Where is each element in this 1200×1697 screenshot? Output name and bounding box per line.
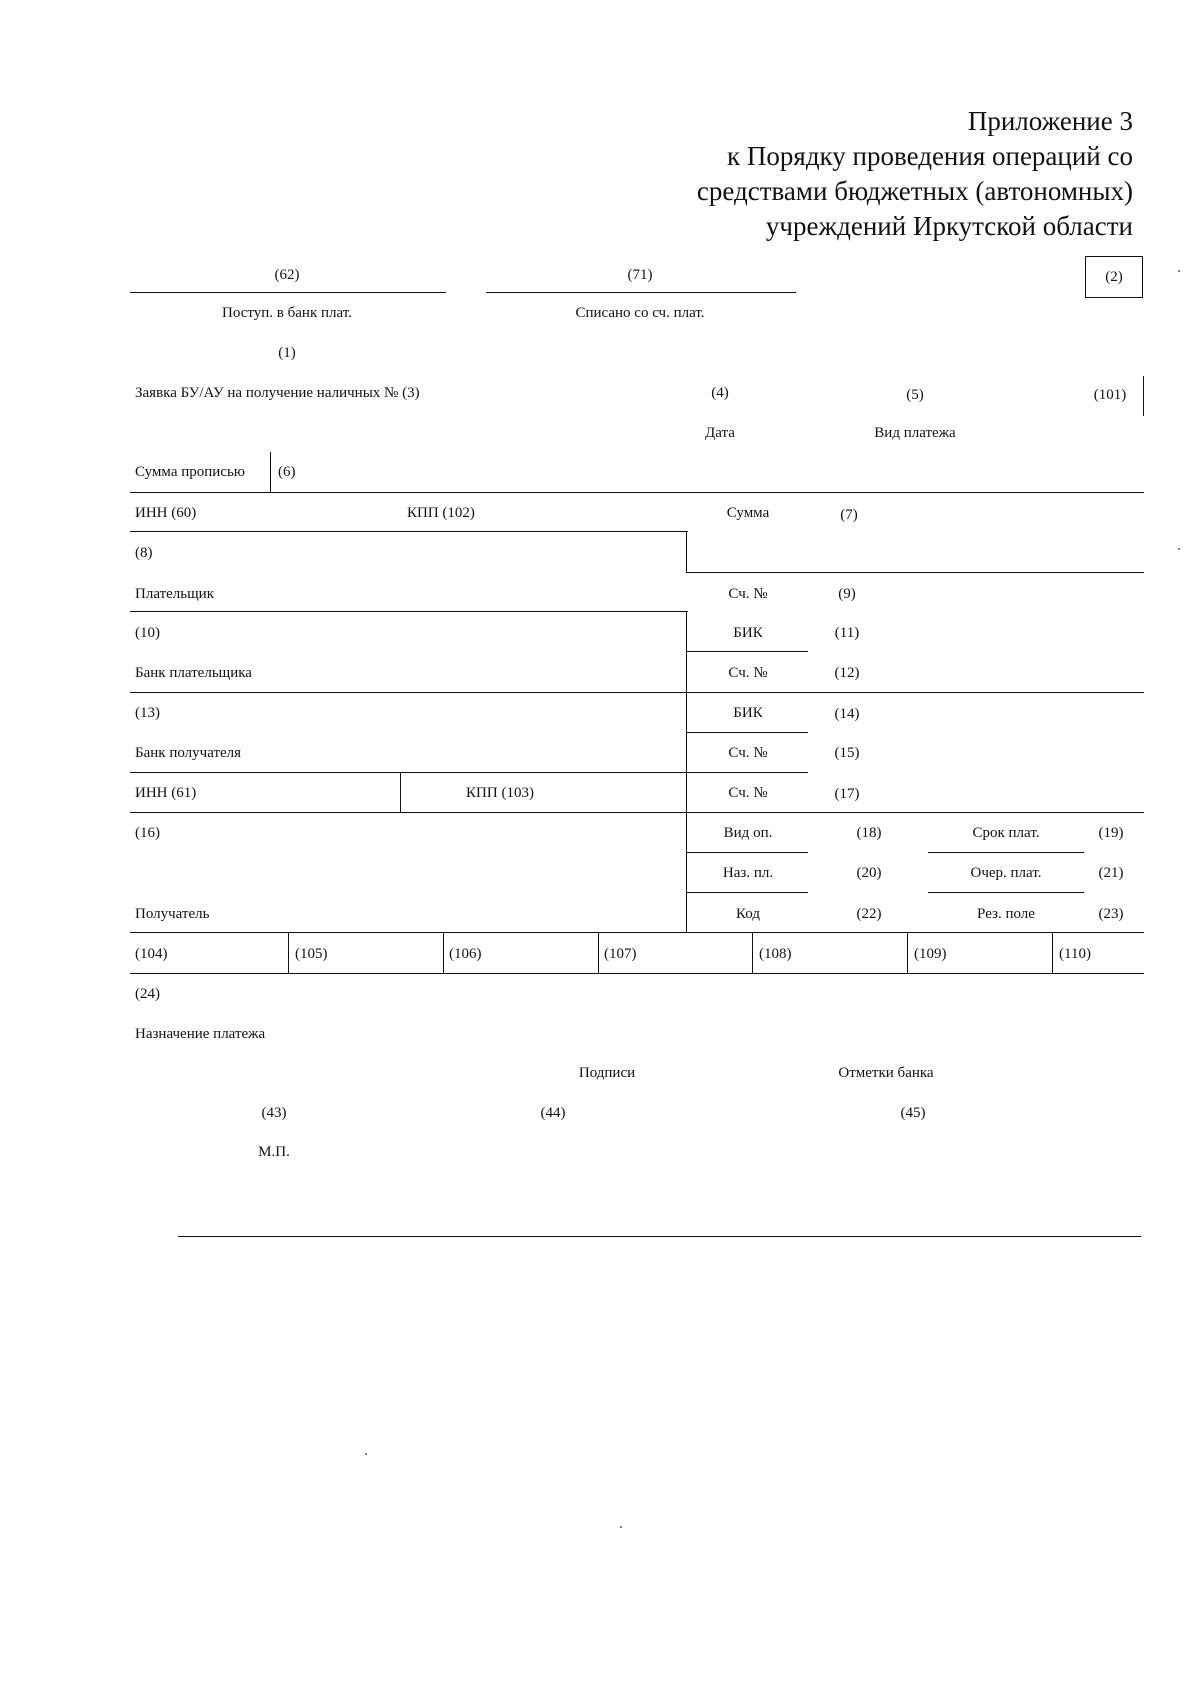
field-13: (13) bbox=[135, 705, 160, 721]
reserve-label: Рез. поле bbox=[977, 906, 1035, 922]
payee-bik-line bbox=[686, 732, 808, 733]
field-17: (17) bbox=[834, 786, 860, 802]
payer-line bbox=[130, 611, 688, 612]
signatures-label: Подписи bbox=[578, 1065, 636, 1081]
scan-speck bbox=[620, 1526, 622, 1528]
field-22: (22) bbox=[856, 906, 882, 922]
payee-account-label: Сч. № bbox=[728, 785, 768, 801]
payer-inn-line bbox=[130, 531, 688, 532]
sum-box-bottom bbox=[686, 572, 1144, 573]
field-6: (6) bbox=[278, 464, 296, 480]
purpose-code-line bbox=[686, 892, 808, 893]
field-row-divider bbox=[1052, 932, 1053, 974]
payee-line bbox=[130, 932, 1144, 933]
field-7: (7) bbox=[840, 507, 858, 523]
code-label: Код bbox=[736, 906, 760, 922]
field-2: (2) bbox=[1105, 269, 1123, 285]
field-106: (106) bbox=[449, 946, 482, 962]
payee-bank-line bbox=[130, 772, 808, 773]
payer-account-label: Сч. № bbox=[728, 586, 768, 602]
field-1: (1) bbox=[278, 345, 296, 361]
stamp-label: М.П. bbox=[258, 1144, 290, 1160]
amount-words-label: Сумма прописью bbox=[135, 464, 246, 480]
field-108: (108) bbox=[759, 946, 792, 962]
field-101: (101) bbox=[1093, 387, 1127, 403]
payer-bik-line bbox=[686, 651, 808, 652]
sum-label: Сумма bbox=[726, 505, 770, 521]
field-11: (11) bbox=[834, 625, 860, 641]
appendix-line-3: средствами бюджетных (автономных) bbox=[696, 176, 1133, 206]
field-row-divider bbox=[598, 932, 599, 974]
due-label: Срок плат. bbox=[972, 825, 1040, 841]
field-105: (105) bbox=[295, 946, 328, 962]
payee-bank-account-label: Сч. № bbox=[728, 745, 768, 761]
field-45: (45) bbox=[900, 1105, 926, 1121]
debited-line bbox=[486, 292, 796, 293]
appendix-title: Приложение 3 bbox=[967, 106, 1133, 136]
due-line bbox=[928, 852, 1084, 853]
purpose-code-label: Наз. пл. bbox=[722, 865, 774, 881]
appendix-line-4: учреждений Иркутской области bbox=[765, 211, 1133, 241]
payer-bank-divider bbox=[686, 611, 687, 693]
field-19: (19) bbox=[1098, 825, 1124, 841]
payee-kpp: КПП (103) bbox=[466, 785, 534, 801]
payer-bank-label: Банк плательщика bbox=[135, 665, 252, 681]
payee-inn: ИНН (61) bbox=[135, 785, 197, 801]
appendix-line-2: к Порядку проведения операций со bbox=[727, 141, 1133, 171]
payer-kpp: КПП (102) bbox=[407, 505, 475, 521]
order-line bbox=[928, 892, 1084, 893]
scan-speck bbox=[365, 1453, 367, 1455]
payment-type-label: Вид платежа bbox=[874, 425, 956, 441]
debited-label: Списано со сч. плат. bbox=[575, 305, 705, 321]
op-type-label: Вид оп. bbox=[723, 825, 773, 841]
payer-inn: ИНН (60) bbox=[135, 505, 197, 521]
field-109: (109) bbox=[914, 946, 947, 962]
field-62: (62) bbox=[274, 267, 300, 283]
field-18: (18) bbox=[856, 825, 882, 841]
payer-bank-line bbox=[130, 692, 1144, 693]
field-104: (104) bbox=[135, 946, 168, 962]
scan-speck bbox=[1178, 548, 1180, 550]
received-line bbox=[130, 292, 446, 293]
field-row-divider bbox=[288, 932, 289, 974]
field-44: (44) bbox=[540, 1105, 566, 1121]
field-23: (23) bbox=[1098, 906, 1124, 922]
field-row-divider bbox=[443, 932, 444, 974]
field-21: (21) bbox=[1098, 865, 1124, 881]
payment-purpose-label: Назначение платежа bbox=[135, 1026, 266, 1042]
field-24: (24) bbox=[135, 986, 160, 1002]
field-row-divider bbox=[907, 932, 908, 974]
scan-speck bbox=[1178, 270, 1180, 272]
payee-inn-line bbox=[130, 812, 1144, 813]
field-5: (5) bbox=[906, 387, 924, 403]
date-label: Дата bbox=[705, 425, 735, 441]
status-box-edge bbox=[1143, 376, 1144, 416]
form-end-line bbox=[178, 1236, 1141, 1237]
bank-marks-label: Отметки банка bbox=[838, 1065, 934, 1081]
amount-words-line bbox=[130, 492, 1144, 493]
received-label: Поступ. в банк плат. bbox=[222, 305, 352, 321]
field-43: (43) bbox=[261, 1105, 287, 1121]
fields-row-line bbox=[130, 973, 1144, 974]
field-row-divider bbox=[752, 932, 753, 974]
field-8: (8) bbox=[135, 545, 153, 561]
field-16: (16) bbox=[135, 825, 160, 841]
payer-label: Плательщик bbox=[135, 586, 214, 602]
field-10: (10) bbox=[135, 625, 160, 641]
field-107: (107) bbox=[604, 946, 637, 962]
payer-bank-account-label: Сч. № bbox=[728, 665, 768, 681]
payee-bank-divider bbox=[686, 692, 687, 774]
op-type-line bbox=[686, 852, 808, 853]
amount-words-divider bbox=[270, 452, 271, 492]
order-label: Очер. плат. bbox=[970, 865, 1042, 881]
field-9: (9) bbox=[838, 586, 856, 602]
field-4: (4) bbox=[711, 385, 729, 401]
sum-box-left bbox=[686, 531, 687, 573]
field-14: (14) bbox=[834, 706, 860, 722]
request-title: Заявка БУ/АУ на получение наличных № (3) bbox=[135, 385, 420, 401]
field-71: (71) bbox=[627, 267, 653, 283]
payee-bank-label: Банк получателя bbox=[135, 745, 242, 761]
payee-bik-label: БИК bbox=[733, 705, 763, 721]
payee-label: Получатель bbox=[135, 906, 210, 922]
field-12: (12) bbox=[834, 665, 860, 681]
payer-bik-label: БИК bbox=[733, 625, 763, 641]
field-110: (110) bbox=[1059, 946, 1091, 962]
field-20: (20) bbox=[856, 865, 882, 881]
field-15: (15) bbox=[834, 745, 860, 761]
payee-inn-divider bbox=[400, 772, 401, 812]
